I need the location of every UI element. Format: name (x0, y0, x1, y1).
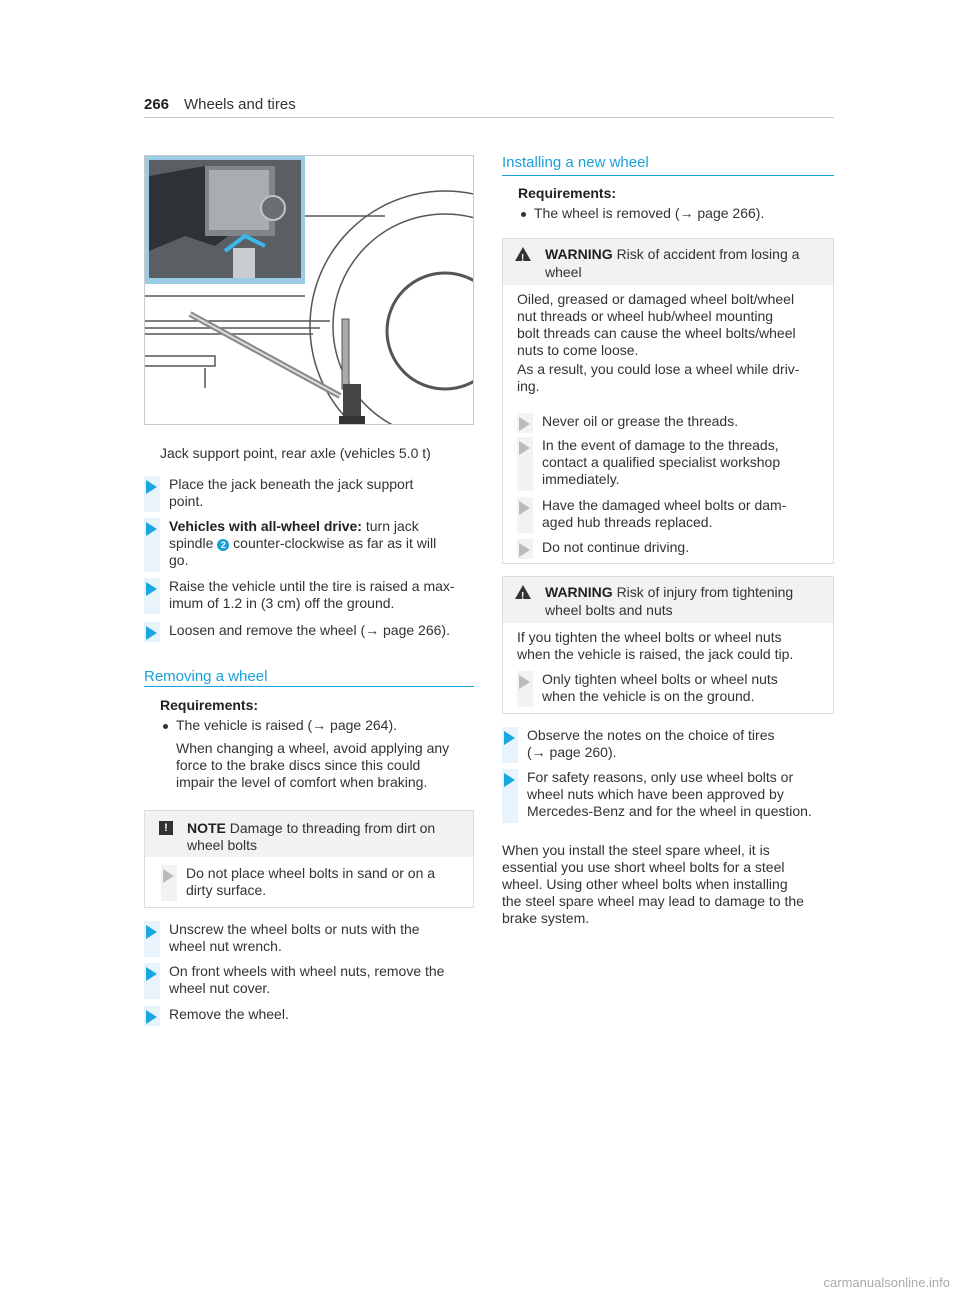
step-text: Mercedes-Benz and for the wheel in question. (527, 803, 812, 819)
warning-title (545, 245, 799, 281)
detail-line: impair the level of comfort when braking. (176, 774, 428, 790)
step-text: spindle (169, 535, 218, 551)
warning-body (517, 291, 796, 359)
step-loosen-wheel (144, 622, 474, 642)
step-text: when the vehicle is on the ground. (542, 688, 755, 704)
step-text: point. (169, 493, 204, 509)
warning-label: WARNING (545, 584, 613, 600)
body-line: nuts to come loose. (517, 342, 639, 358)
warning-title-line: wheel (545, 264, 582, 280)
step-text: Place the jack beneath the jack support (169, 476, 414, 492)
step-text: go. (169, 552, 189, 568)
step-approved-bolts (502, 769, 834, 823)
closing-paragraph (502, 842, 804, 927)
warning-title-line: wheel bolts and nuts (545, 602, 673, 618)
step-text: Do not place wheel bolts in sand or on a (186, 865, 436, 881)
step-text: For safety reasons, only use wheel bolts or (527, 769, 794, 785)
step-text: immediately. (542, 471, 620, 487)
step-arrow-icon (146, 967, 157, 981)
detail-line: When changing a wheel, avoid applying any (176, 740, 450, 756)
step-text: Unscrew the wheel bolts or nuts with the (169, 921, 420, 937)
step-text: Raise the vehicle until the tire is raised a max- (169, 578, 455, 594)
step-arrow-icon (146, 626, 157, 640)
step-arrow-icon (519, 417, 530, 431)
paragraph-line: brake system. (502, 910, 590, 926)
note-title (187, 820, 435, 854)
body-line: when the vehicle is raised, the jack could tip. (517, 646, 794, 662)
step-text: Only tighten wheel bolts or wheel nuts (542, 671, 778, 687)
warning-box-jack-tip (502, 576, 834, 714)
step-arrow-icon (146, 1010, 157, 1024)
callout-badge: 2 (217, 539, 229, 551)
warning-title-line: Risk of injury from tightening (616, 584, 794, 600)
body-line: Oiled, greased or damaged wheel bolt/wheel (517, 291, 795, 307)
jack-illustration-svg (145, 156, 474, 425)
warning-step (517, 671, 817, 707)
installing-section-title: Installing a new wheel (502, 154, 649, 171)
note-title-line: wheel bolts (187, 837, 258, 853)
page-number: 266 (144, 96, 170, 113)
section-title: Wheels and tires (184, 96, 296, 113)
paragraph-line: the steel spare wheel may lead to damage to the (502, 893, 804, 909)
step-place-jack (144, 476, 474, 512)
step-text: wheel nut wrench. (169, 938, 282, 954)
requirement-item: The vehicle is raised (→ page 264). (176, 717, 397, 733)
step-text: contact a qualified specialist workshop (542, 454, 781, 470)
step-arrow-icon (146, 925, 157, 939)
step-arrow-icon (519, 441, 530, 455)
body-line: As a result, you could lose a wheel while driv- (517, 361, 800, 377)
paragraph-line: wheel. Using other wheel bolts when installing (502, 876, 788, 892)
warning-body (517, 629, 793, 663)
step-turn-jack-spindle (144, 518, 474, 572)
step-observe-tire-notes (502, 727, 834, 763)
bullet-icon (521, 212, 526, 217)
note-box (144, 810, 474, 908)
step-remove-cover (144, 963, 474, 999)
step-text: dirty surface. (186, 882, 267, 898)
requirement-item: The wheel is removed (→ page 266). (534, 205, 765, 221)
step-text: turn jack (361, 518, 419, 534)
step-text: Do not continue driving. (542, 539, 690, 555)
step-arrow-icon (519, 543, 530, 557)
step-arrow-icon (146, 582, 157, 596)
removing-section-title: Removing a wheel (144, 668, 268, 685)
warning-step (517, 539, 817, 559)
bullet-icon (163, 724, 168, 729)
figure-caption: Jack support point, rear axle (vehicles 5.0 t) (160, 445, 431, 461)
body-line: If you tighten the wheel bolts or wheel nuts (517, 629, 782, 645)
step-arrow-icon (519, 675, 530, 689)
step-text: On front wheels with wheel nuts, remove the (169, 963, 445, 979)
step-arrow-icon (504, 773, 515, 787)
step-text: counter-clockwise as far as it will (229, 535, 437, 551)
requirement-detail (176, 740, 449, 791)
step-text: Observe the notes on the choice of tires (527, 727, 775, 743)
warning-step (517, 437, 817, 491)
watermark: carmanualsonline.info (823, 1275, 950, 1290)
step-arrow-icon (519, 501, 530, 515)
note-icon: ! (159, 821, 173, 835)
step-remove-wheel (144, 1006, 474, 1026)
requirements-label: Requirements: (518, 185, 617, 201)
warning-box-losing-wheel (502, 238, 834, 564)
warning-icon: ! (515, 585, 531, 599)
header-divider (144, 117, 834, 118)
step-text: aged hub threads replaced. (542, 514, 713, 530)
step-text: wheel nuts which have been approved by (527, 786, 784, 802)
body-line: ing. (517, 378, 540, 394)
warning-body-2 (517, 361, 799, 395)
warning-title-line: Risk of accident from losing a (616, 246, 800, 262)
warning-title (545, 583, 793, 619)
step-text: imum of 1.2 in (3 cm) off the ground. (169, 595, 395, 611)
body-line: bolt threads can cause the wheel bolts/wheel (517, 325, 796, 341)
step-arrow-icon (146, 522, 157, 536)
step-bold-label: Vehicles with all-wheel drive: (169, 518, 362, 534)
note-title-line: Damage to threading from dirt on (229, 820, 436, 836)
rim-arc (387, 273, 474, 389)
jack-support-illustration (144, 155, 474, 425)
step-raise-vehicle (144, 578, 474, 614)
section-divider (502, 175, 834, 176)
note-step (161, 865, 461, 901)
step-text: Have the damaged wheel bolts or dam- (542, 497, 787, 513)
requirements-label: Requirements: (160, 697, 259, 713)
note-label: NOTE (187, 820, 226, 836)
warning-label: WARNING (545, 246, 613, 262)
step-text: Remove the wheel. (169, 1006, 289, 1022)
section-divider (144, 686, 474, 687)
paragraph-line: When you install the steel spare wheel, it is (502, 842, 770, 858)
step-text: wheel nut cover. (169, 980, 271, 996)
step-unscrew-bolts (144, 921, 474, 957)
step-arrow-icon (146, 480, 157, 494)
page-link[interactable]: (→ page 260). (527, 744, 617, 760)
page-link[interactable]: Loosen and remove the wheel (→ page 266). (169, 622, 450, 638)
body-line: nut threads or wheel hub/wheel mounting (517, 308, 774, 324)
warning-icon: ! (515, 247, 531, 261)
step-text: Never oil or grease the threads. (542, 413, 739, 429)
warning-step (517, 497, 817, 533)
paragraph-line: essential you use short wheel bolts for a steel (502, 859, 785, 875)
warning-step (517, 413, 817, 433)
step-arrow-icon (504, 731, 515, 745)
detail-line: force to the brake discs since this could (176, 757, 421, 773)
step-text: In the event of damage to the threads, (542, 437, 779, 453)
step-arrow-icon (163, 869, 174, 883)
